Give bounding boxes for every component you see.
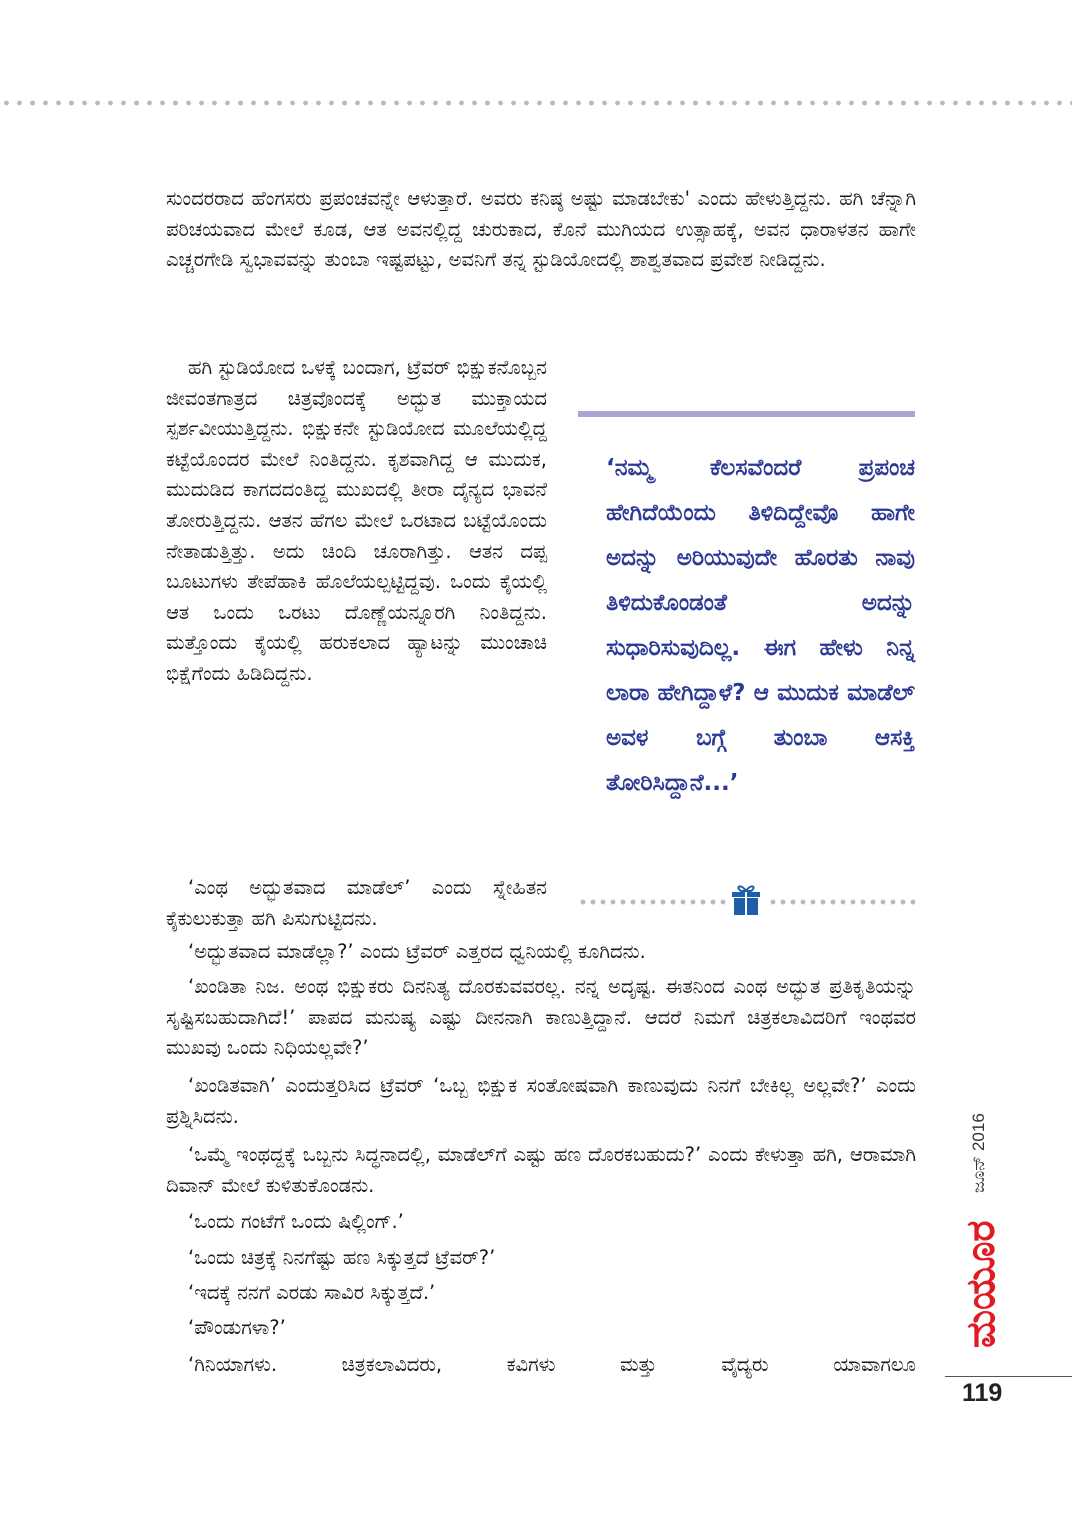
paragraph-trevor-exclaims: ‘ಅದ್ಭುತವಾದ ಮಾಡೆಲ್ಲಾ?’ ಎಂದು ಟ್ರೆವರ್ ಎತ್ತರದ ಧ್ವನಿಯಲ್ಲಿ ಕೂಗಿದನು. <box>188 940 646 963</box>
pull-quote: ‘ನಮ್ಮ ಕೆಲಸವೆಂದರೆ ಪ್ರಪಂಚ ಹೇಗಿದೆಯೆಂದು ತಿಳಿದಿದ್ದೇವೊ ಹಾಗೇ ಅದನ್ನು ಅರಿಯುವುದೇ ಹೊರತು ನಾವು ತಿಳಿದುಕೊಂಡಂತೆ ಅದನ್ನು ಸುಧಾರಿಸುವುದಿಲ್ಲ. ಈಗ ಹೇಳು ನಿನ್ನ ಲಾರಾ ಹೇಗಿದ್ದಾಳೆ? ಆ ಮುದುಕ ಮಾಡೆಲ್ ಅವಳ ಬಗ್ಗೆ ತುಂಬಾ ಆಸಕ್ತಿ ತೋರಿಸಿದ್ದಾನೆ...’ <box>606 455 915 796</box>
footer-rule <box>945 1376 1072 1377</box>
paragraph-how-much: ‘ಒಮ್ಮೆ ಇಂಥದ್ದಕ್ಕೆ ಒಬ್ಬನು ಸಿದ್ಧನಾದಲ್ಲಿ, ಮಾಡೆಲ್‌ಗೆ ಎಷ್ಟು ಹಣ ದೊರಕಬಹುದು?’ ಎಂದು ಕೇಳುತ್ತಾ ಹಗಿ, ಆರಾಮಾಗಿ ದಿವಾನ್ ಮೇಲೆ ಕುಳಿತುಕೊಂಡನು. <box>166 1143 916 1197</box>
magazine-logo: ಮಯೂರ <box>958 1220 1004 1348</box>
paragraph-studio: ಹಗಿ ಸ್ಟುಡಿಯೋದ ಒಳಕ್ಕೆ ಬಂದಾಗ, ಟ್ರೆವರ್ ಭಿಕ್ಷುಕನೊಬ್ಬನ ಜೀವಂತಗಾತ್ರದ ಚಿತ್ರವೊಂದಕ್ಕೆ ಅದ್ಭುತ ಮುಕ್ತಾಯದ ಸ್ಪರ್ಶವೀಯುತ್ತಿದ್ದನು. ಭಿಕ್ಷುಕನೇ ಸ್ಟುಡಿಯೋದ ಮೂಲೆಯಲ್ಲಿದ್ದ ಕಟ್ಟೆಯೊಂದರ ಮೇಲೆ ನಿಂತಿದ್ದನು. ಕೃಶವಾಗಿದ್ದ ಆ ಮುದುಕ, ಮುದುಡಿದ ಕಾಗದದಂತಿದ್ದ ಮುಖದಲ್ಲಿ ತೀರಾ ದೈನ್ಯದ ಭಾವನೆ ತೋರುತ್ತಿದ್ದನು. ಆತನ ಹೆಗಲ ಮೇಲೆ ಒರಟಾದ ಬಟ್ಟೆಯೊಂದು ನೇತಾಡುತ್ತಿತ್ತು. ಅದು ಚಿಂದಿ ಚೂರಾಗಿತ್ತು. ಆತನ ದಪ್ಪ ಬೂಟುಗಳು ತೇಪೆಹಾಕಿ ಹೊಲೆಯಲ್ಪಟ್ಟಿದ್ದವು. ಒಂದು ಕೈಯಲ್ಲಿ ಆತ ಒಂದು ಒರಟು ದೊಣ್ಣೆಯನ್ನೂರಗಿ ನಿಂತಿದ್ದನು. ಮತ್ತೊಂದು ಕೈಯಲ್ಲಿ ಹರುಕಲಾದ ಹ್ಯಾಟನ್ನು ಮುಂಚಾಚಿ ಭಿಕ್ಷೆಗೆಂದು ಹಿಡಿದಿದ್ದನು. <box>166 356 547 685</box>
paragraph-certainly: ‘ಖಂಡಿತವಾಗಿ’ ಎಂದುತ್ತರಿಸಿದ ಟ್ರೆವರ್ ‘ಒಬ್ಬ ಭಿಕ್ಷುಕ ಸಂತೋಷವಾಗಿ ಕಾಣುವುದು ನಿನಗೆ ಬೇಕಿಲ್ಲ ಅಲ್ಲವೇ?’ ಎಂದು ಪ್ರಶ್ನಿಸಿದನು. <box>166 1074 916 1128</box>
dialogue-picture-price: ‘ಒಂದು ಚಿತ್ರಕ್ಕೆ ನಿನಗೆಷ್ಟು ಹಣ ಸಿಕ್ಕುತ್ತದೆ ಟ್ರೆವರ್?’ <box>188 1246 496 1269</box>
pull-quote-dots-left <box>578 898 726 906</box>
pull-quote-bar <box>578 411 915 417</box>
paragraph-beggars: ‘ಖಂಡಿತಾ ನಿಜ. ಅಂಥ ಭಿಕ್ಷುಕರು ದಿನನಿತ್ಯ ದೊರಕುವವರಲ್ಲ. ನನ್ನ ಅದೃಷ್ಟ. ಈತನಿಂದ ಎಂಥ ಅದ್ಭುತ ಪ್ರತಿಕೃತಿಯನ್ನು ಸೃಷ್ಟಿಸಬಹುದಾಗಿದೆ!’ ಪಾಪದ ಮನುಷ್ಯ ಎಷ್ಟು ದೀನನಾಗಿ ಕಾಣುತ್ತಿದ್ದಾನೆ. ಆದರೆ ನಿಮಗೆ ಚಿತ್ರಕಲಾವಿದರಿಗೆ ಇಂಥವರ ಮುಖವು ಒಂದು ನಿಧಿಯಲ್ಲವೇ?’ <box>166 975 916 1060</box>
paragraph-guineas: ‘ಗಿನಿಯಾಗಳು. ಚಿತ್ರಕಲಾವಿದರು, ಕವಿಗಳು ಮತ್ತು ವೈದ್ಯರು ಯಾವಾಗಲೂ <box>188 1353 916 1376</box>
issue-month: ಜೂನ್ 2016 <box>969 1113 988 1193</box>
paragraph-opening: ಸುಂದರರಾದ ಹೆಂಗಸರು ಪ್ರಪಂಚವನ್ನೇ ಆಳುತ್ತಾರೆ. ಅವರು ಕನಿಷ್ಠ ಅಷ್ಟು ಮಾಡಬೇಕು' ಎಂದು ಹೇಳುತ್ತಿದ್ದನು. ಹಗಿ ಚೆನ್ನಾಗಿ ಪರಿಚಯವಾದ ಮೇಲೆ ಕೂಡ, ಆತ ಅವನಲ್ಲಿದ್ದ ಚುರುಕಾದ, ಕೊನೆ ಮುಗಿಯದ ಉತ್ಸಾಹಕ್ಕೆ, ಅವನ ಧಾರಾಳತನ ಹಾಗೇ ಎಚ್ಚರಗೇಡಿ ಸ್ವಭಾವವನ್ನು ತುಂಬಾ ಇಷ್ಟಪಟ್ಟು, ಅವನಿಗೆ ತನ್ನ ಸ್ಟುಡಿಯೋದಲ್ಲಿ ಶಾಶ್ವತವಾದ ಪ್ರವೇಶ ನೀಡಿದ್ದನು. <box>166 187 916 272</box>
dialogue-two-thousand: ‘ಇದಕ್ಕೆ ನನಗೆ ಎರಡು ಸಾವಿರ ಸಿಕ್ಕುತ್ತದೆ.’ <box>188 1281 436 1304</box>
paragraph-wonderful-model: ‘ಎಂಥ ಅದ್ಭುತವಾದ ಮಾಡೆಲ್’ ಎಂದು ಸ್ನೇಹಿತನ ಕೈಕುಲುಕುತ್ತಾ ಹಗಿ ಪಿಸುಗುಟ್ಟಿದನು. <box>166 876 547 930</box>
dialogue-pounds: ‘ಪೌಂಡುಗಳಾ?’ <box>188 1316 286 1339</box>
page-number: 119 <box>962 1379 1003 1407</box>
gift-icon <box>730 882 762 916</box>
dialogue-shilling: ‘ಒಂದು ಗಂಟೆಗೆ ಒಂದು ಷಿಲ್ಲಿಂಗ್.’ <box>188 1210 404 1233</box>
top-dotted-divider <box>0 100 1072 106</box>
pull-quote-dots-right <box>768 898 915 906</box>
